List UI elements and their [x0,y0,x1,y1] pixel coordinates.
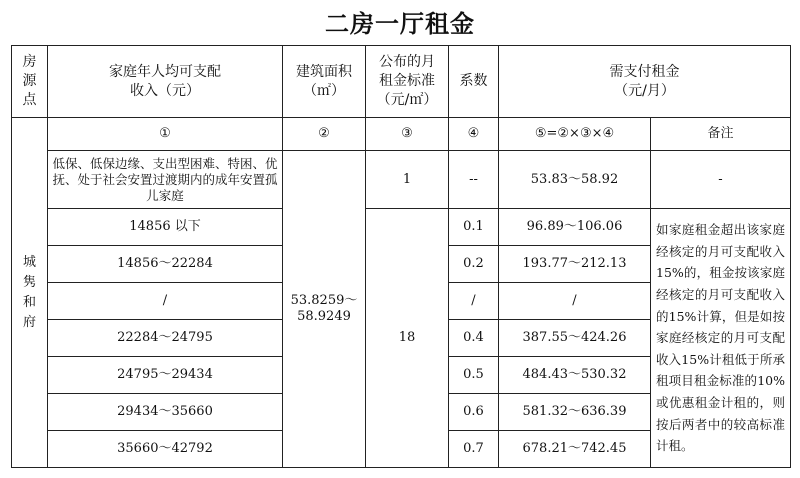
coefficient-cell: 0.7 [449,431,499,468]
rent-cell: 678.21～742.45 [499,431,651,468]
index-5: ⑤=②×③×④ [499,118,651,151]
index-3: ③ [366,118,449,151]
index-2: ② [283,118,366,151]
income-cell: / [48,283,283,320]
rent-cell: 193.77～212.13 [499,246,651,283]
income-cell: 14856 以下 [48,209,283,246]
header-row [12,46,791,118]
header-area [12,46,48,118]
page-title: 二房一厅租金 [325,10,475,38]
header-floor-area: 建筑面积 （㎡） [283,46,366,118]
income-cell: 低保、低保边缘、支出型困难、特困、优抚、处于社会安置过渡期内的成年安置孤儿家庭 [48,151,283,209]
coefficient-cell: 0.1 [449,209,499,246]
area-name: 城 隽 和 府 [12,118,48,468]
header-income: 家庭年人均可支配 收入（元） [48,46,283,118]
rent-cell: 387.55～424.26 [499,320,651,357]
coefficient-cell: 0.4 [449,320,499,357]
rent-cell: / [499,283,651,320]
header-rent-standard: 公布的月 租金标准 （元/㎡） [366,46,449,118]
floor-area-cell: 53.8259～58.9249 [283,151,366,468]
index-note: 备注 [651,118,791,151]
rent-cell: 53.83～58.92 [499,151,651,209]
header-area-char: 点 [22,92,37,108]
table-row [12,151,791,209]
index-1: ① [48,118,283,151]
standard-rate-cell: 18 [366,209,449,468]
rent-table [11,45,791,468]
index-4: ④ [449,118,499,151]
income-cell: 35660～42792 [48,431,283,468]
coefficient-cell: / [449,283,499,320]
income-cell: 29434～35660 [48,394,283,431]
coefficient-cell: 0.5 [449,357,499,394]
header-coefficient: 系数 [449,46,499,118]
income-cell: 14856～22284 [48,246,283,283]
coefficient-cell: 0.2 [449,246,499,283]
income-cell: 24795～29434 [48,357,283,394]
header-area-char: 源 [22,73,37,89]
table-row [12,209,791,246]
note-text-cell: 如家庭租金超出该家庭经核定的月可支配收入15%的，租金按该家庭经核定的月可支配收入的15%计算，但是如按家庭经核定的月可支配收入15%计租低于所承租项目租金标准的10%或优惠租金计租的，则按后两者中的较高标准计租。 [651,209,791,468]
standard-cell: 1 [366,151,449,209]
coefficient-cell: 0.6 [449,394,499,431]
coefficient-cell: -- [449,151,499,209]
income-cell: 22284～24795 [48,320,283,357]
rent-cell: 581.32～636.39 [499,394,651,431]
note-cell: - [651,151,791,209]
index-row [12,118,791,151]
header-payable-rent: 需支付租金 （元/月） [499,46,791,118]
header-area-char: 房 [22,54,37,70]
rent-cell: 484.43～530.32 [499,357,651,394]
rent-cell: 96.89～106.06 [499,209,651,246]
